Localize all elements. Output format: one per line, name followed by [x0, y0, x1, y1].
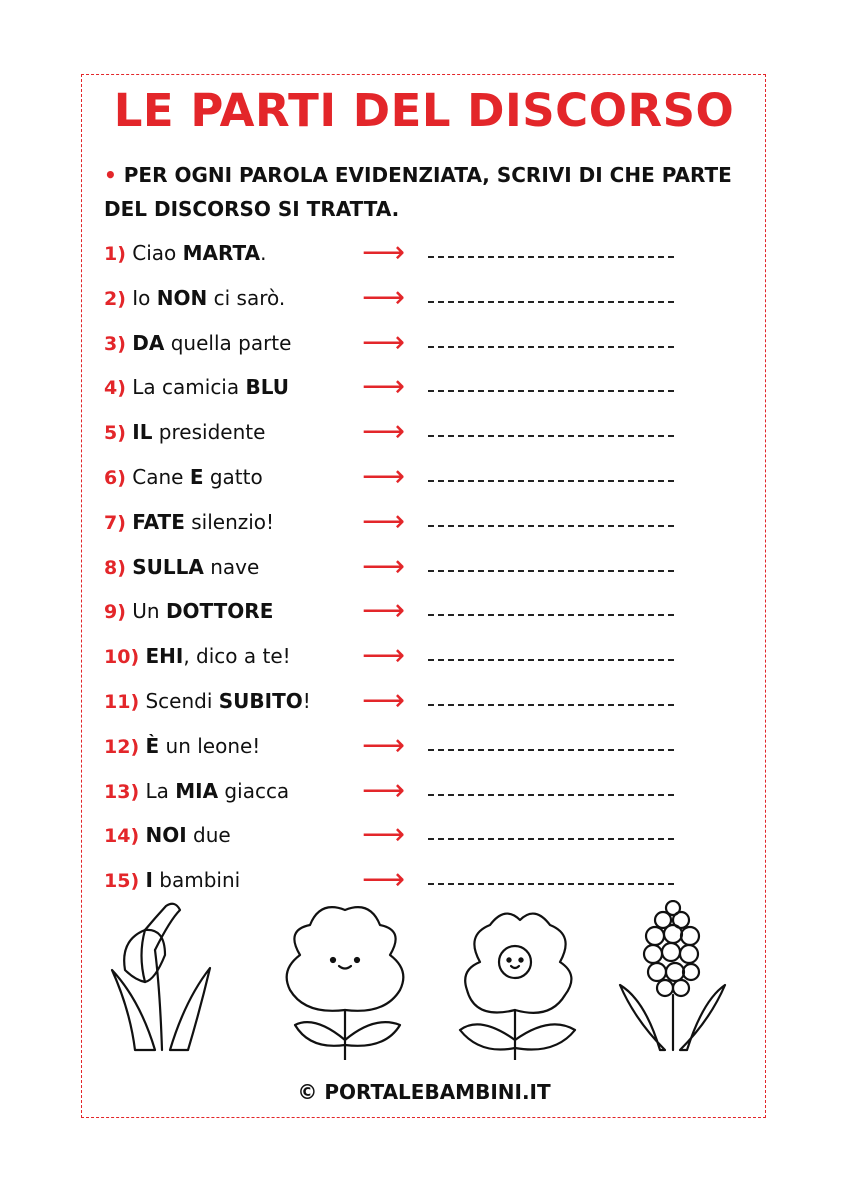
answer-blank-line[interactable] [428, 301, 674, 303]
instruction [104, 158, 754, 226]
exercise-row [104, 369, 724, 405]
sentence-after: ! [302, 689, 311, 713]
exercise-sentence [104, 417, 265, 448]
item-number: 4) [104, 377, 126, 400]
exercise-row [104, 862, 724, 898]
exercise-row [104, 459, 724, 494]
sentence-before: Ciao [132, 241, 183, 265]
exercise-sentence [104, 641, 291, 672]
item-number: 15) [104, 870, 140, 893]
item-number: 12) [104, 735, 140, 758]
answer-blank-line[interactable] [428, 704, 674, 706]
highlighted-word: NON [156, 285, 208, 310]
exercise-row [104, 593, 724, 629]
arrow-icon: ⟶ [362, 727, 406, 763]
highlighted-word: MIA [175, 778, 219, 803]
sentence-after: giacca [218, 778, 290, 803]
answer-blank-line[interactable] [428, 480, 674, 482]
arrow-icon: ⟶ [362, 324, 406, 360]
snowdrop-flower-icon [112, 904, 210, 1050]
sentence-after: gatto [203, 465, 263, 489]
arrow-icon: ⟶ [362, 593, 406, 629]
arrow-icon: ⟶ [362, 817, 406, 853]
answer-blank-line[interactable] [428, 570, 674, 572]
highlighted-word: I [145, 868, 153, 893]
sentence-after: . [260, 241, 267, 265]
sentence-after: silenzio! [184, 509, 275, 534]
exercise-row [104, 638, 724, 674]
item-number: 2) [104, 287, 126, 310]
page-title: LE PARTI DEL DISCORSO [113, 84, 735, 137]
sentence-after: quella parte [164, 330, 292, 355]
exercise-row [104, 279, 724, 315]
arrow-icon: ⟶ [362, 235, 406, 270]
answer-blank-line[interactable] [428, 390, 674, 392]
answer-blank-line[interactable] [428, 525, 674, 527]
answer-blank-line[interactable] [428, 749, 674, 751]
happy-flower-icon [287, 907, 404, 1060]
answer-blank-line[interactable] [428, 614, 674, 616]
exercise-row [104, 817, 724, 853]
item-number: 3) [104, 332, 126, 355]
exercise-sentence [104, 596, 273, 627]
answer-blank-line[interactable] [428, 659, 674, 661]
item-number: 1) [104, 243, 126, 265]
highlighted-word: NOI [145, 823, 187, 848]
sentence-after: presidente [152, 420, 266, 445]
sentence-after: due [186, 823, 231, 848]
highlighted-word: FATE [132, 509, 185, 534]
arrow-icon: ⟶ [362, 772, 406, 808]
arrow-icon: ⟶ [362, 279, 406, 315]
sentence-after: , dico a te! [183, 644, 291, 669]
answer-blank-line[interactable] [428, 794, 674, 796]
sentence-after: nave [203, 554, 260, 579]
highlighted-word: SUBITO [218, 689, 303, 713]
exercise-sentence [104, 238, 266, 269]
highlighted-word: DA [132, 330, 165, 355]
exercise-row [104, 772, 724, 808]
arrow-icon: ⟶ [362, 414, 406, 450]
arrow-icon: ⟶ [362, 638, 406, 674]
highlighted-word: E [189, 465, 204, 489]
sentence-before: Cane [132, 465, 190, 489]
highlighted-word: IL [132, 420, 153, 445]
answer-blank-line[interactable] [428, 435, 674, 437]
bullet-icon: • [104, 163, 117, 187]
exercise-row [104, 548, 724, 584]
answer-blank-line[interactable] [428, 838, 674, 840]
item-number: 11) [104, 691, 140, 713]
sentence-after: ci sarò. [207, 285, 286, 310]
item-number: 5) [104, 422, 126, 445]
exercise-sentence [104, 776, 289, 807]
exercise-row [104, 503, 724, 539]
exercise-sentence [104, 372, 289, 403]
item-number: 6) [104, 467, 126, 489]
item-number: 10) [104, 646, 140, 669]
exercise-row [104, 683, 724, 718]
exercise-sentence [104, 686, 311, 717]
exercise-sentence [104, 283, 285, 314]
item-number: 7) [104, 511, 126, 534]
highlighted-word: EHI [145, 644, 184, 669]
exercise-sentence [104, 820, 231, 851]
sentence-before: Scendi [145, 689, 219, 713]
answer-blank-line[interactable] [428, 346, 674, 348]
flower-illustrations [100, 900, 750, 1060]
answer-blank-line[interactable] [428, 883, 674, 885]
arrow-icon: ⟶ [362, 369, 406, 405]
sentence-before: La [145, 778, 176, 803]
highlighted-word: DOTTORE [165, 599, 274, 624]
exercise-sentence [104, 507, 274, 538]
hyacinth-flower-icon [620, 901, 725, 1050]
arrow-icon: ⟶ [362, 862, 406, 898]
sentence-before: La camicia [132, 375, 246, 400]
exercise-sentence [104, 731, 260, 762]
sentence-after: bambini [152, 868, 241, 893]
arrow-icon: ⟶ [362, 683, 406, 718]
sentence-before: Io [132, 285, 157, 310]
arrow-icon: ⟶ [362, 548, 406, 584]
exercise-row [104, 414, 724, 450]
arrow-icon: ⟶ [362, 459, 406, 494]
exercise-row [104, 727, 724, 763]
highlighted-word: SULLA [132, 554, 204, 579]
exercise-sentence [104, 328, 291, 359]
item-number: 9) [104, 601, 126, 624]
copyright-footer: © PORTALEBAMBINI.IT [297, 1080, 551, 1104]
exercise-row [104, 235, 724, 270]
item-number: 13) [104, 780, 140, 803]
item-number: 8) [104, 556, 126, 579]
answer-blank-line[interactable] [428, 256, 674, 258]
item-number: 14) [104, 825, 140, 848]
exercise-sentence [104, 865, 240, 896]
arrow-icon: ⟶ [362, 503, 406, 539]
exercise-sentence [104, 462, 263, 493]
exercise-row [104, 324, 724, 360]
highlighted-word: MARTA [182, 241, 261, 265]
pansy-flower-icon [460, 914, 575, 1060]
sentence-after: un leone! [159, 733, 261, 758]
highlighted-word: BLU [245, 375, 289, 400]
sentence-before: Un [132, 599, 166, 624]
instruction-text: PER OGNI PAROLA EVIDENZIATA, SCRIVI DI CHE PARTE DEL DISCORSO SI TRATTA. [104, 163, 732, 221]
highlighted-word: È [145, 733, 160, 758]
exercise-sentence [104, 552, 259, 583]
